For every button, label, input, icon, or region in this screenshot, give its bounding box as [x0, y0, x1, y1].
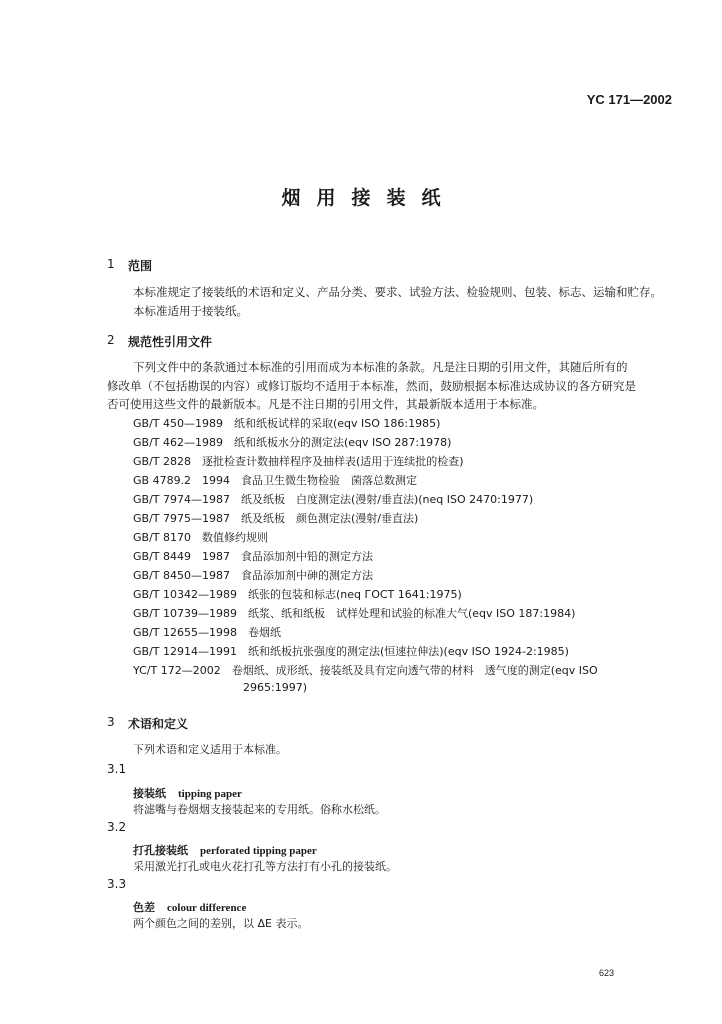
reference-item: YC/T 172—2002 卷烟纸、成形纸、接装纸及具有定向透气带的材料 透气度的测定(eqv ISO: [133, 664, 598, 677]
reference-item: GB/T 8449 1987 食品添加剂中铅的测定方法: [133, 550, 373, 563]
term-heading: [133, 782, 242, 801]
intro-line: 修改单（不包括勘误的内容）或修订版均不适用于本标准，然而，鼓励根据本标准达成协议的各方研究是: [107, 378, 636, 393]
term-heading: [133, 896, 246, 915]
term-english: tipping paper: [178, 788, 242, 800]
page-number: 623: [599, 968, 615, 978]
intro-line: 否可使用这些文件的最新版本。凡是不注日期的引用文件，其最新版本适用于本标准。: [107, 397, 544, 411]
term-number: 3.1: [107, 762, 127, 776]
section-1-line: 本标准规定了接装纸的术语和定义、产品分类、要求、试验方法、检验规则、包装、标志、运输和贮存。: [133, 285, 662, 299]
term-definition: 两个颜色之间的差别，以 ΔE 表示。: [133, 917, 309, 930]
reference-item: GB/T 12914—1991 纸和纸板抗张强度的测定法(恒速拉伸法)(eqv ISO 1924-2:1985): [133, 645, 569, 658]
term-chinese: 打孔接装纸: [133, 844, 188, 857]
section-1-number: 1: [107, 257, 115, 271]
reference-continuation: 2965:1997): [243, 681, 307, 694]
reference-item: GB/T 2828 逐批检查计数抽样程序及抽样表(适用于连续批的检查): [133, 455, 464, 468]
section-1-body: [133, 283, 662, 320]
section-2-heading: 规范性引用文件: [128, 335, 213, 349]
reference-item: GB/T 462—1989 纸和纸板水分的测定法(eqv ISO 287:1978): [133, 436, 452, 449]
section-2-intro: [107, 358, 675, 414]
term-heading: [133, 839, 317, 858]
reference-item: GB/T 8450—1987 食品添加剂中砷的测定方法: [133, 569, 373, 582]
reference-item: GB/T 10342—1989 纸张的包装和标志(neq ГОСТ 1641:1975): [133, 588, 462, 601]
section-1-heading: 范围: [128, 259, 153, 273]
reference-item: GB/T 12655—1998 卷烟纸: [133, 626, 281, 639]
reference-item: GB/T 450—1989 纸和纸板试样的采取(eqv ISO 186:1985): [133, 417, 441, 430]
term-number: 3.2: [107, 820, 127, 834]
term-number: 3.3: [107, 877, 127, 891]
term-chinese: 接装纸: [133, 787, 166, 800]
reference-item: GB/T 7974—1987 纸及纸板 白度测定法(漫射/垂直法)(neq ISO 2470:1977): [133, 493, 534, 506]
intro-line: 下列文件中的条款通过本标准的引用而成为本标准的条款。凡是注日期的引用文件，其随后所有的: [133, 360, 628, 374]
reference-item: GB/T 10739—1989 纸浆、纸和纸板 试样处理和试验的标准大气(eqv ISO 187:1984): [133, 607, 576, 620]
term-english: colour difference: [167, 902, 247, 914]
reference-item: GB/T 8170 数值修约规则: [133, 531, 268, 544]
section-3-heading: 术语和定义: [128, 717, 189, 731]
section-3-intro: 下列术语和定义适用于本标准。: [133, 743, 287, 756]
document-title: 烟用接装纸: [281, 187, 457, 209]
reference-item: GB/T 7975—1987 纸及纸板 颜色测定法(漫射/垂直法): [133, 512, 419, 525]
standard-number: YC 171—2002: [586, 92, 672, 107]
section-1-line: 本标准适用于接装纸。: [133, 303, 248, 318]
term-definition: 采用激光打孔或电火花打孔等方法打有小孔的接装纸。: [133, 860, 397, 873]
section-2-number: 2: [107, 333, 115, 347]
term-definition: 将滤嘴与卷烟烟支接装起来的专用纸。俗称水松纸。: [133, 803, 386, 816]
term-english: perforated tipping paper: [200, 845, 317, 857]
section-3-number: 3: [107, 715, 115, 729]
term-chinese: 色差: [133, 901, 155, 914]
reference-item: GB 4789.2 1994 食品卫生微生物检验 菌落总数测定: [133, 474, 418, 487]
